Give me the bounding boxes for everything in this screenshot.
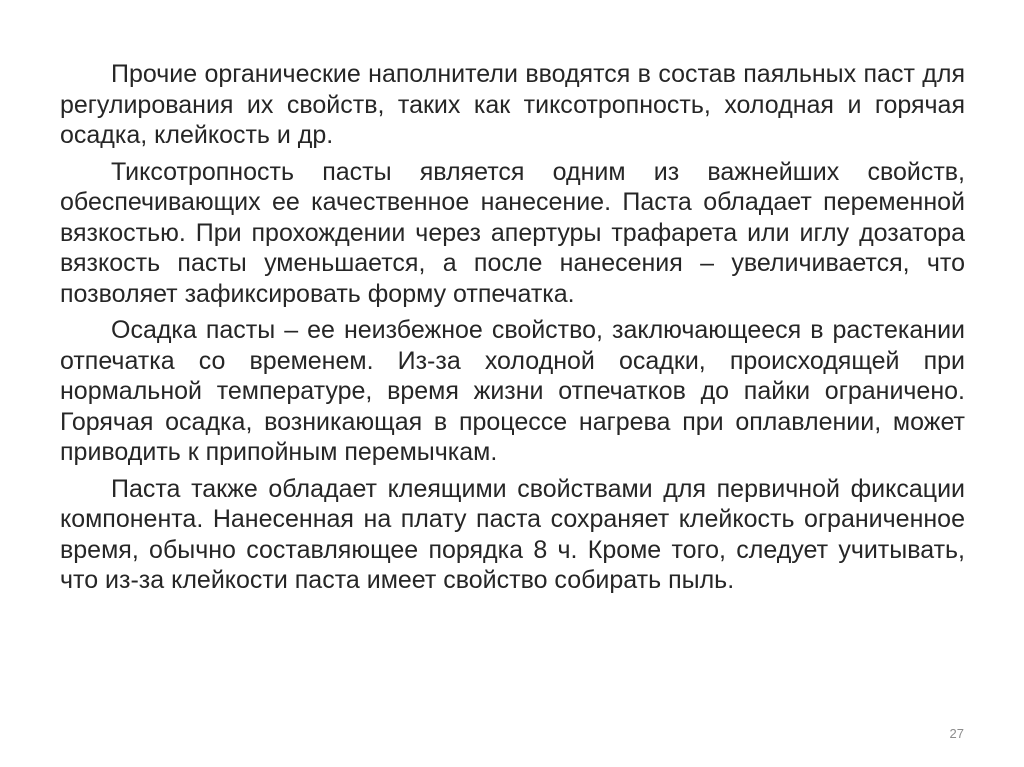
- page-number: 27: [949, 726, 964, 741]
- paragraph-organic-fillers: Прочие органические наполнители вводятся в состав паяльных паст для регулирования их свойств, таких как тиксотропность, холодная и горячая осадка, клейкость и др.: [60, 60, 965, 149]
- paragraph-tackiness: Паста также обладает клеящими свойствами для первичной фиксации компонента. Нанесенная на плату паста сохраняет клейкость ограниченное время, обычно составляющее порядка 8 ч. Кроме того, следует учитывать, что из-за клейкости паста имеет свойство собирать пыль.: [60, 474, 965, 594]
- paragraph-thixotropy: Тиксотропность пасты является одним из важнейших свойств, обеспечивающих ее качественное нанесение. Паста обладает переменной вязкостью. При прохождении через апертуры трафарета или иглу дозатора вязкость пасты уменьшается, а после нанесения – увеличивается, что позволяет зафиксировать форму отпечатка.: [60, 157, 965, 308]
- paragraph-slump: Осадка пасты – ее неизбежное свойство, заключающееся в растекании отпечатка со временем. Из-за холодной осадки, происходящей при нормальной температуре, время жизни отпечатков до пайки ограничено. Горячая осадка, возникающая в процессе нагрева при оплавлении, может приводить к припойным перемычкам.: [60, 316, 965, 466]
- text-body: [60, 59, 965, 602]
